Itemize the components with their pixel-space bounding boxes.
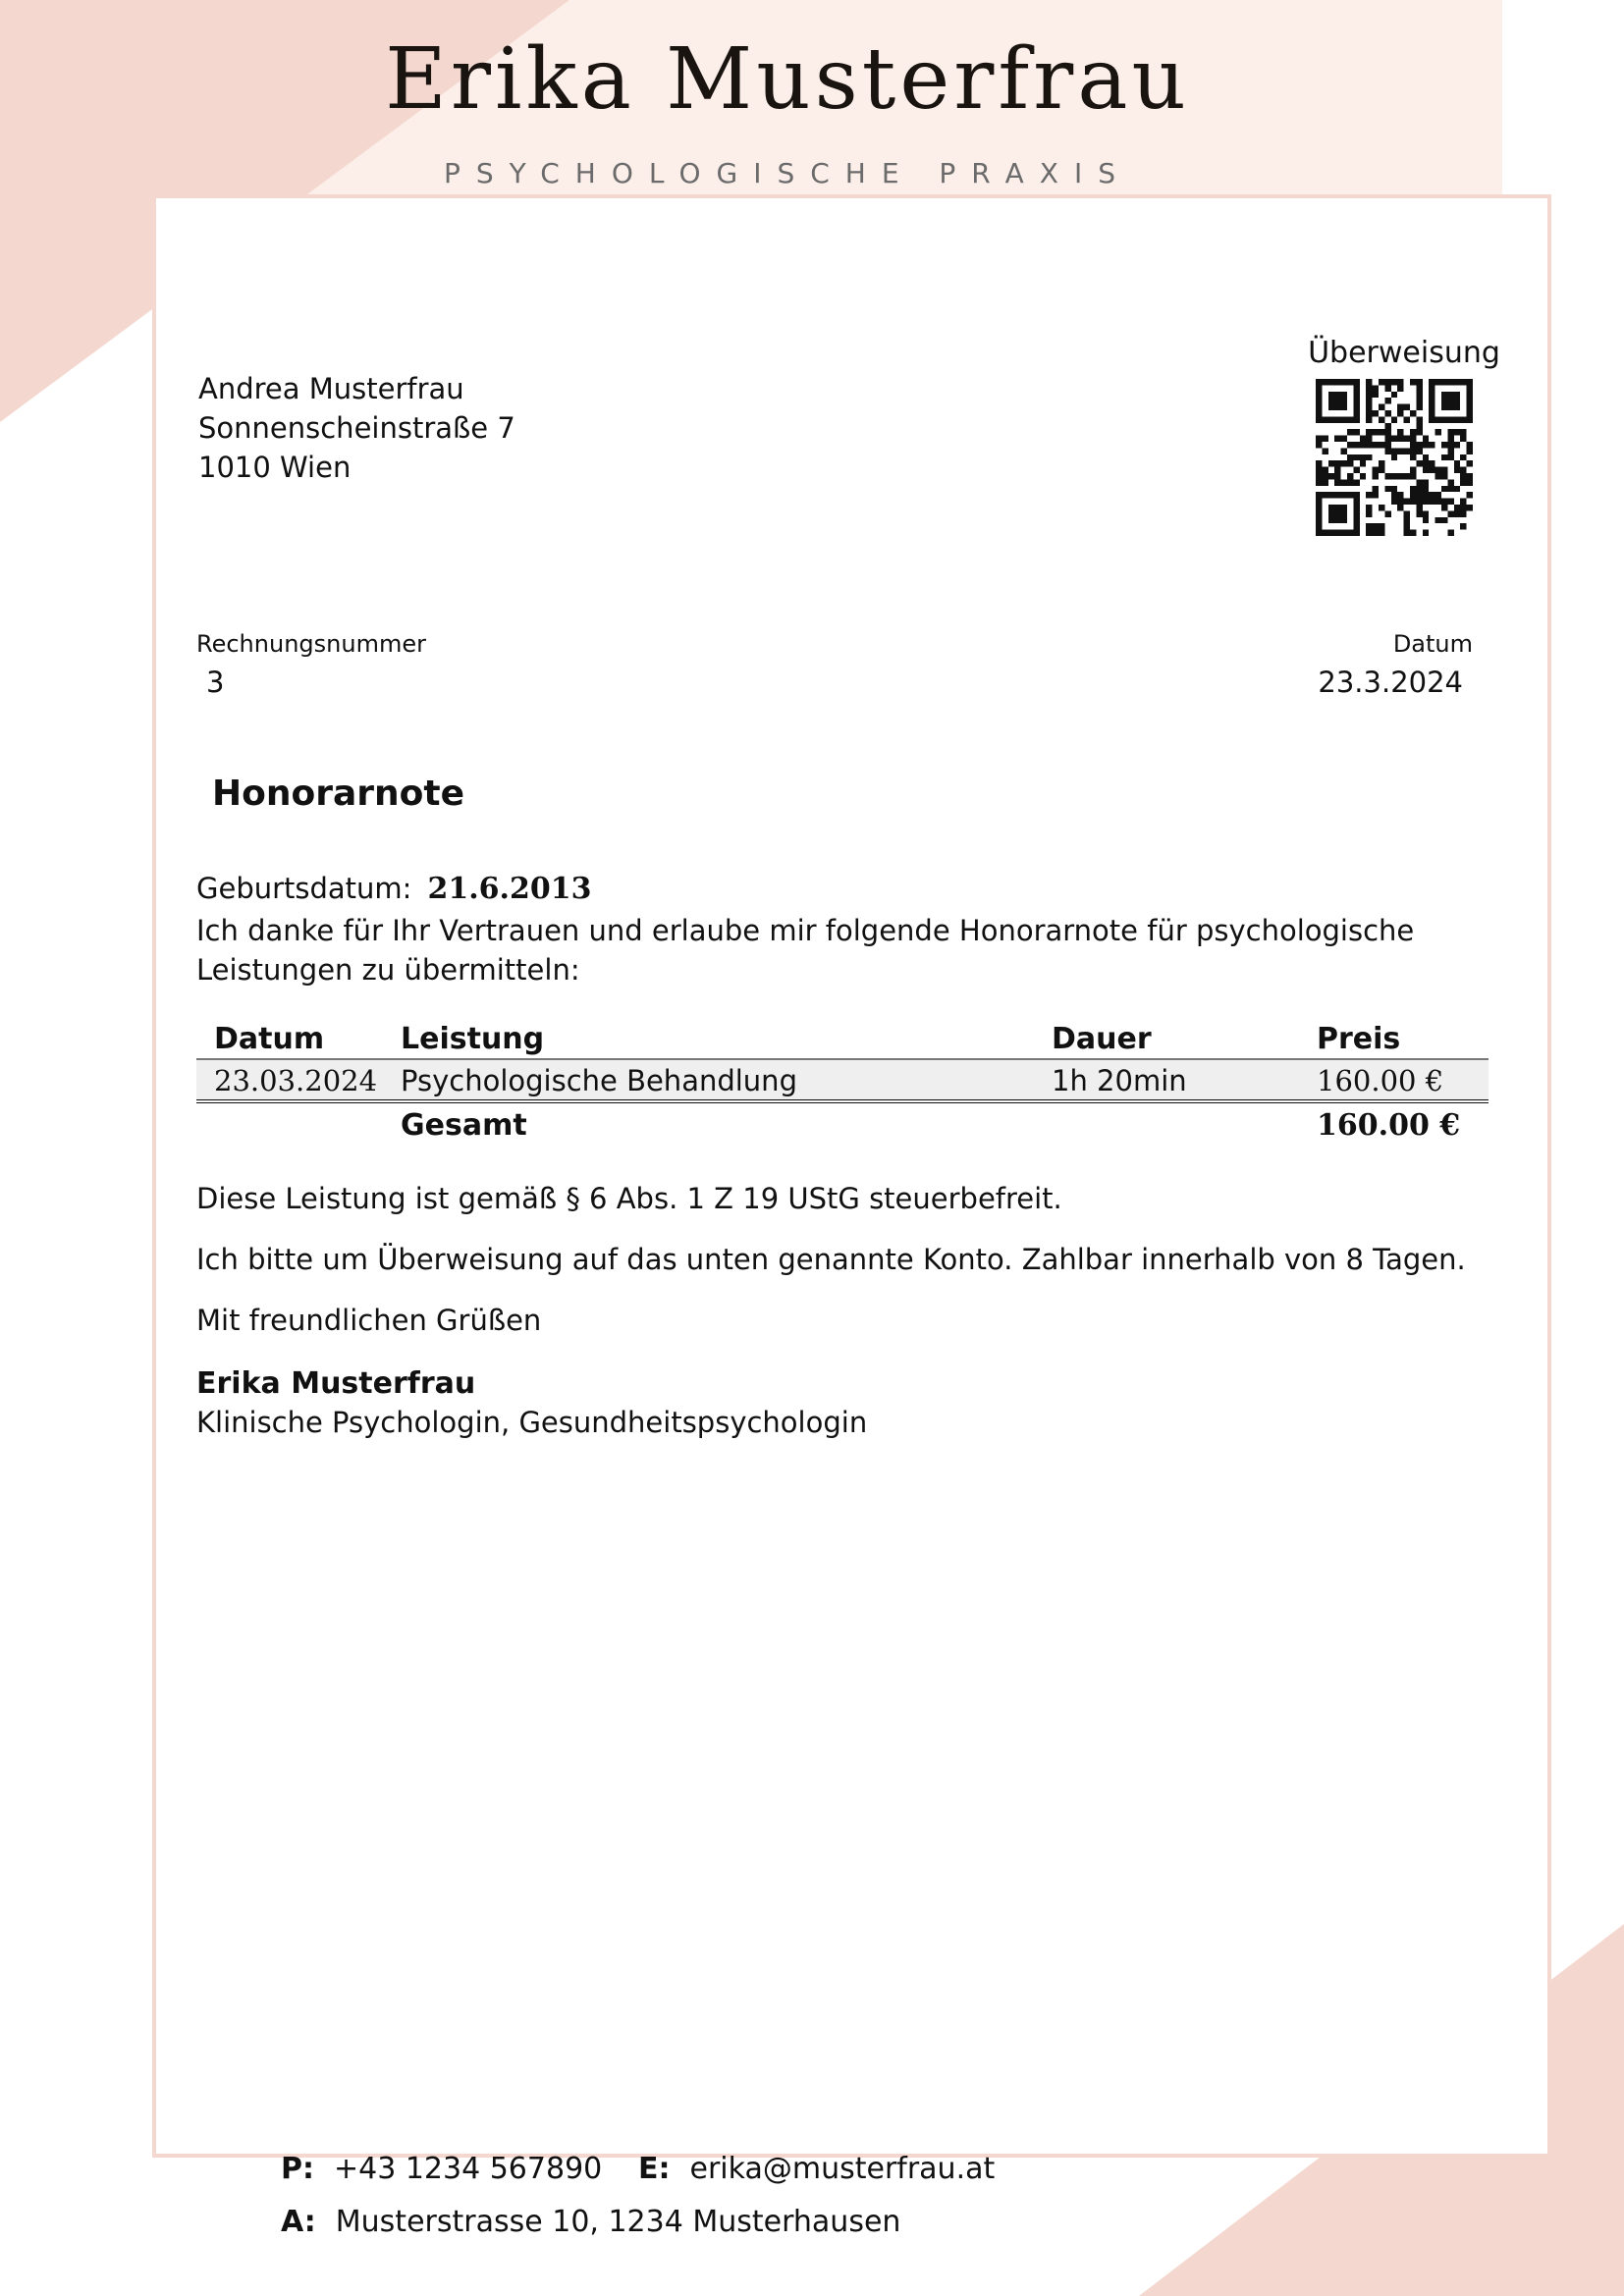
column-header-date: Datum bbox=[196, 1015, 383, 1059]
phone-label: P: bbox=[281, 2152, 314, 2186]
column-header-duration: Dauer bbox=[1034, 1015, 1299, 1059]
postal-address: Musterstrasse 10, 1234 Musterhausen bbox=[335, 2205, 901, 2239]
tax-note: Diese Leistung ist gemäß § 6 Abs. 1 Z 19 UStG steuerbefreit. bbox=[196, 1182, 1062, 1215]
row-duration: 1h 20min bbox=[1034, 1059, 1299, 1101]
practice-name: Erika Musterfrau bbox=[385, 30, 1190, 129]
email-label: E: bbox=[638, 2152, 671, 2186]
qr-block bbox=[1306, 334, 1502, 536]
total-row bbox=[196, 1101, 1489, 1145]
recipient-address bbox=[198, 369, 515, 487]
total-value: 160.00 € bbox=[1299, 1101, 1489, 1145]
birth-date-value: 21.6.2013 bbox=[427, 872, 592, 906]
total-label: Gesamt bbox=[383, 1101, 1034, 1145]
qr-code-icon bbox=[1316, 379, 1473, 536]
invoice-date: 23.3.2024 bbox=[1318, 666, 1463, 699]
signature-name: Erika Musterfrau bbox=[196, 1366, 476, 1401]
footer-phone bbox=[281, 2152, 602, 2186]
invoice-number: 3 bbox=[206, 666, 225, 699]
birth-date-label: Geburtsdatum: bbox=[196, 872, 412, 905]
address-label: A: bbox=[281, 2205, 316, 2239]
row-date: 23.03.2024 bbox=[196, 1059, 383, 1101]
recipient-city: 1010 Wien bbox=[198, 451, 352, 484]
invoice-date-label: Datum bbox=[1392, 630, 1473, 658]
practice-subtitle: PSYCHOLOGISCHE PRAXIS bbox=[443, 157, 1131, 189]
recipient-name: Andrea Musterfrau bbox=[198, 372, 464, 405]
closing-greeting: Mit freundlichen Grüßen bbox=[196, 1304, 542, 1337]
total-spacer-2 bbox=[1034, 1101, 1299, 1145]
footer-email bbox=[638, 2152, 995, 2186]
footer-address bbox=[281, 2205, 900, 2239]
table-header-row bbox=[196, 1015, 1489, 1059]
row-price: 160.00 € bbox=[1299, 1059, 1489, 1101]
row-service: Psychologische Behandlung bbox=[383, 1059, 1034, 1101]
total-spacer bbox=[196, 1101, 383, 1145]
recipient-street: Sonnenscheinstraße 7 bbox=[198, 411, 515, 445]
birth-date-line bbox=[196, 872, 591, 906]
email-address[interactable]: erika@musterfrau.at bbox=[689, 2152, 996, 2186]
qr-label: Überweisung bbox=[1308, 336, 1500, 370]
payment-note: Ich bitte um Überweisung auf das unten genannte Konto. Zahlbar innerhalb von 8 Tagen. bbox=[196, 1243, 1466, 1276]
signature-title: Klinische Psychologin, Gesundheitspsychologin bbox=[196, 1406, 868, 1439]
column-header-price: Preis bbox=[1299, 1015, 1489, 1059]
column-header-service: Leistung bbox=[383, 1015, 1034, 1059]
services-table bbox=[196, 1015, 1489, 1145]
phone-number[interactable]: +43 1234 567890 bbox=[333, 2152, 603, 2186]
intro-text: Ich danke für Ihr Vertrauen und erlaube mir folgende Honorarnote für psychologische Leistungen zu übermitteln: bbox=[196, 914, 1415, 987]
table-row bbox=[196, 1059, 1489, 1101]
document-title: Honorarnote bbox=[212, 774, 465, 814]
invoice-number-label: Rechnungsnummer bbox=[196, 630, 426, 658]
